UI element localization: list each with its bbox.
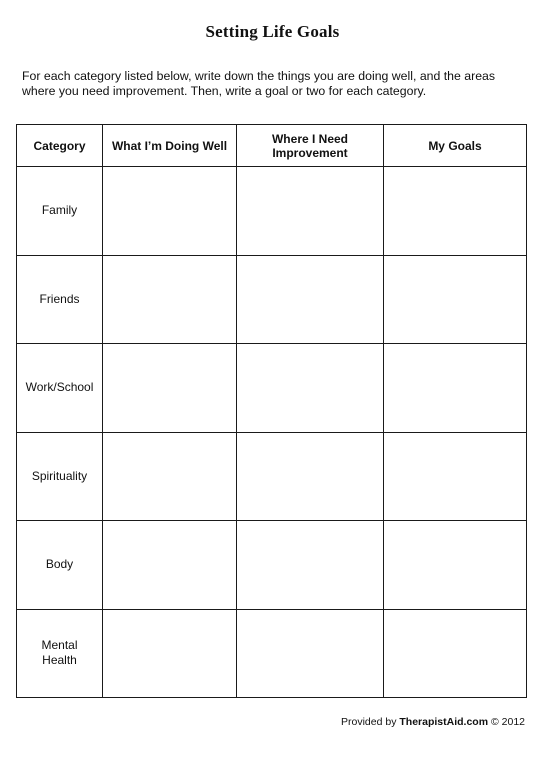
goals-cell[interactable] (384, 609, 527, 698)
goals-cell[interactable] (384, 167, 527, 256)
goals-cell[interactable] (384, 344, 527, 433)
footer-credit (341, 716, 525, 728)
goals-table (16, 124, 527, 698)
improvement-cell[interactable] (237, 432, 384, 521)
header-doing-well: What I’m Doing Well (103, 125, 237, 167)
category-label: Body (45, 557, 74, 572)
category-cell (17, 344, 103, 433)
goals-cell[interactable] (384, 255, 527, 344)
doing-well-cell[interactable] (103, 167, 237, 256)
table-row (17, 167, 527, 256)
improvement-cell[interactable] (237, 167, 384, 256)
improvement-cell[interactable] (237, 255, 384, 344)
improvement-cell[interactable] (237, 521, 384, 610)
header-row (17, 125, 527, 167)
page-title: Setting Life Goals (205, 22, 340, 41)
doing-well-cell[interactable] (103, 521, 237, 610)
table-row (17, 521, 527, 610)
doing-well-cell[interactable] (103, 609, 237, 698)
category-cell (17, 609, 103, 698)
goals-cell[interactable] (384, 432, 527, 521)
improvement-cell[interactable] (237, 344, 384, 433)
category-label: Work/School (25, 380, 94, 395)
header-improvement (237, 125, 384, 167)
footer-brand: TherapistAid.com (399, 716, 489, 728)
table-row (17, 609, 527, 698)
category-label: Family (41, 203, 78, 218)
header-improvement-line1: Where I Need (271, 131, 349, 146)
footer-suffix: © 2012 (488, 716, 525, 728)
category-cell (17, 167, 103, 256)
category-label: Friends (39, 291, 80, 306)
header-goals: My Goals (384, 125, 527, 167)
category-cell (17, 521, 103, 610)
instructions-text: For each category listed below, write down the things you are doing well, and the areas where you need improvement. Then, write a goal or two for each category. (22, 69, 496, 98)
doing-well-cell[interactable] (103, 344, 237, 433)
table-row (17, 344, 527, 433)
category-cell (17, 255, 103, 344)
header-category: Category (17, 125, 103, 167)
footer-prefix: Provided by (341, 716, 400, 728)
category-cell (17, 432, 103, 521)
table-row (17, 255, 527, 344)
category-label: Mental (41, 638, 78, 653)
table-row (17, 432, 527, 521)
doing-well-cell[interactable] (103, 255, 237, 344)
category-label: Spirituality (31, 468, 88, 483)
improvement-cell[interactable] (237, 609, 384, 698)
goals-cell[interactable] (384, 521, 527, 610)
doing-well-cell[interactable] (103, 432, 237, 521)
header-improvement-line2: Improvement (272, 145, 348, 160)
category-label: Health (42, 653, 77, 668)
